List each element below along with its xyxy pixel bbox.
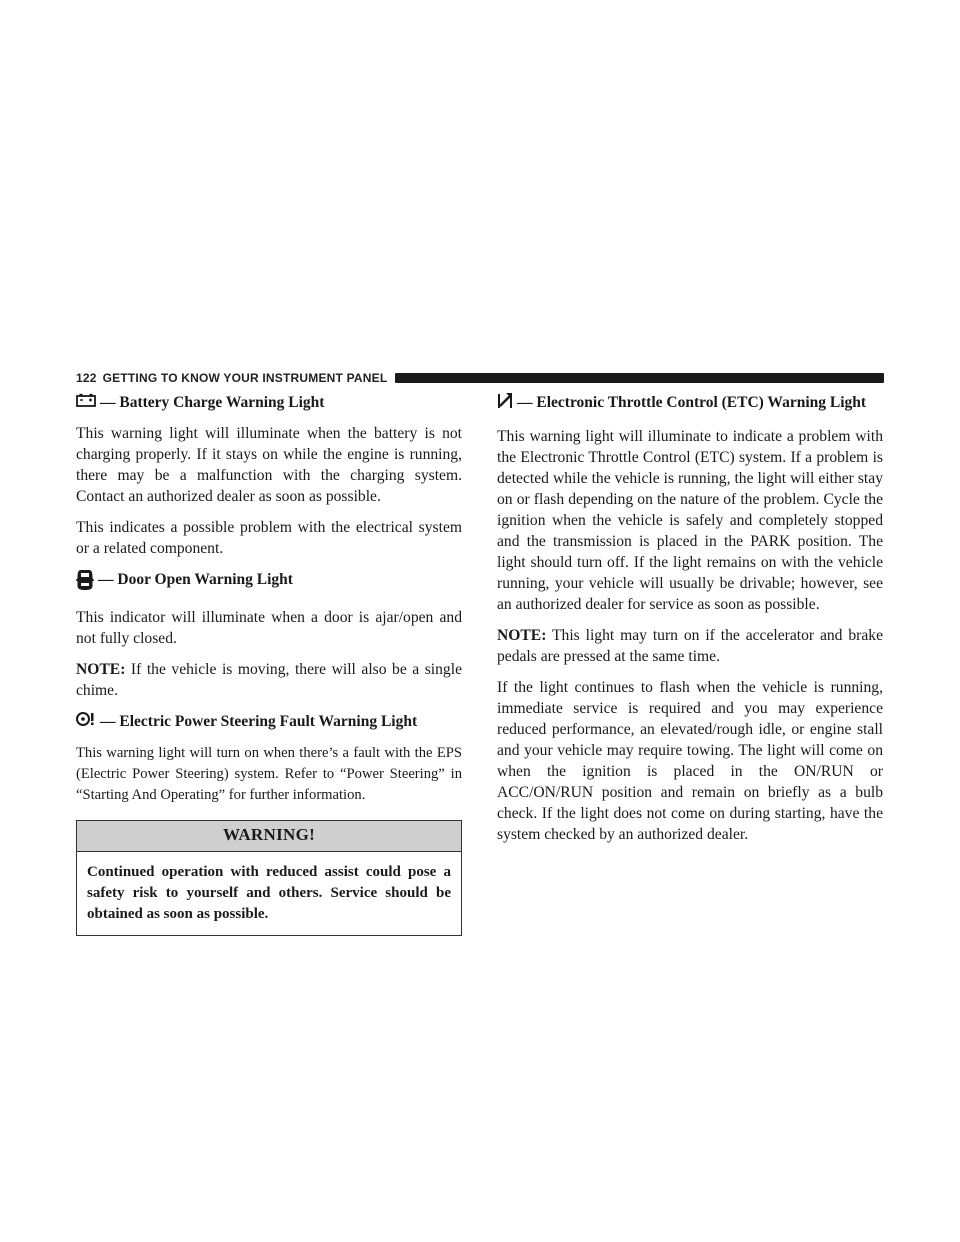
note-text: This light may turn on if the accelerator and brake pedals are pressed at the same time. xyxy=(497,627,883,665)
right-column xyxy=(497,392,883,855)
warning-title: WARNING! xyxy=(77,821,461,852)
eps-section xyxy=(76,711,462,806)
battery-paragraph-2: This indicates a possible problem with the electrical system or a related component. xyxy=(76,519,462,557)
battery-paragraph-1: This warning light will illuminate when the battery is not charging properly. If it stays on while the engine is running, there may be a malfunction with the charging system. Contact an authorized dealer as soon as possible. xyxy=(76,425,462,505)
etc-paragraph-2: If the light continues to flash when the vehicle is running, immediate service is required and you may experience reduced performance, an elevated/rough idle, or engine stall and your vehicle may require towing. The light will come on when the ignition is placed in the ON/RUN or ACC/ON/RUN position and remain on briefly as a bulb check. If the light does not come on during starting, have the system checked by an authorized dealer. xyxy=(497,679,883,843)
section-title: GETTING TO KNOW YOUR INSTRUMENT PANEL xyxy=(102,371,388,385)
warning-body: Continued operation with reduced assist could pose a safety risk to yourself and others. Service should be obtained as soon as possible. xyxy=(87,864,451,922)
etc-heading xyxy=(497,392,883,416)
etc-heading-text: — Electronic Throttle Control (ETC) Warning Light xyxy=(517,394,867,411)
note-label: NOTE: xyxy=(76,661,126,678)
door-note xyxy=(76,659,462,701)
eps-heading xyxy=(76,711,462,733)
left-column xyxy=(76,392,462,936)
warning-box xyxy=(76,820,462,936)
door-heading-text: — Door Open Warning Light xyxy=(98,571,293,588)
battery-heading xyxy=(76,392,462,413)
door-paragraph-1: This indicator will illuminate when a door is ajar/open and not fully closed. xyxy=(76,609,462,647)
door-heading xyxy=(76,569,462,597)
note-label: NOTE: xyxy=(497,627,547,644)
eps-heading-text: — Electric Power Steering Fault Warning Light xyxy=(100,713,418,730)
throttle-control-icon xyxy=(497,392,513,416)
etc-section xyxy=(497,392,883,845)
page-number: 122 xyxy=(76,371,97,385)
steering-fault-icon xyxy=(76,711,96,733)
battery-section xyxy=(76,392,462,559)
battery-heading-text: — Battery Charge Warning Light xyxy=(100,394,325,411)
etc-note xyxy=(497,625,883,667)
note-text: If the vehicle is moving, there will also be a single chime. xyxy=(76,661,462,699)
door-section xyxy=(76,569,462,701)
door-open-icon xyxy=(76,569,94,597)
header-rule xyxy=(395,373,884,383)
page-header xyxy=(76,370,884,386)
battery-icon xyxy=(76,392,96,413)
etc-paragraph-1: This warning light will illuminate to indicate a problem with the Electronic Throttle Control (ETC) system. If a problem is detected while the vehicle is running, the light will either stay on or flash depending on the nature of the problem. Cycle the ignition when the vehicle is safely and completely stopped and the transmission is placed in the PARK position. The light should turn off. If the light remains on with the vehicle running, your vehicle will usually be drivable; however, see an authorized dealer for service as soon as possible. xyxy=(497,428,883,613)
eps-paragraph-1: This warning light will turn on when there’s a fault with the EPS (Electric Power Steering) system. Refer to “Power Steering” in “Starting And Operating” for further information. xyxy=(76,745,462,803)
